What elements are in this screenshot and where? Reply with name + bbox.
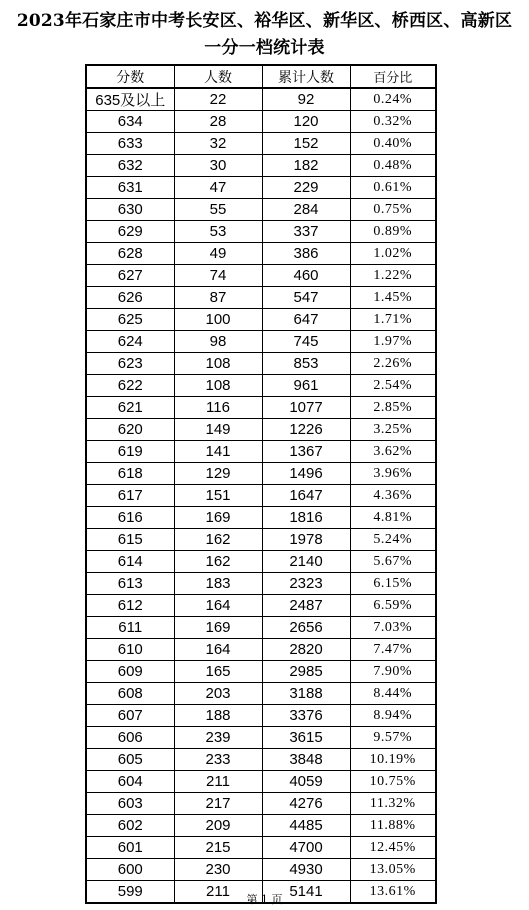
score-cell: 628 — [86, 243, 174, 265]
score-cell: 623 — [86, 353, 174, 375]
count-cell: 22 — [174, 88, 262, 111]
percentage-cell: 0.40% — [350, 133, 436, 155]
cumulative-cell: 2820 — [262, 639, 350, 661]
table-row — [86, 771, 436, 793]
score-cell: 612 — [86, 595, 174, 617]
percentage-cell: 3.25% — [350, 419, 436, 441]
table-row — [86, 463, 436, 485]
count-cell: 129 — [174, 463, 262, 485]
table-row — [86, 705, 436, 727]
header-percentage: 百分比 — [350, 65, 436, 88]
cumulative-cell: 4485 — [262, 815, 350, 837]
percentage-cell: 11.32% — [350, 793, 436, 815]
cumulative-cell: 2487 — [262, 595, 350, 617]
percentage-cell: 0.89% — [350, 221, 436, 243]
cumulative-cell: 1077 — [262, 397, 350, 419]
score-cell: 611 — [86, 617, 174, 639]
count-cell: 98 — [174, 331, 262, 353]
cumulative-cell: 229 — [262, 177, 350, 199]
cumulative-cell: 3376 — [262, 705, 350, 727]
count-cell: 169 — [174, 507, 262, 529]
table-row — [86, 793, 436, 815]
cumulative-cell: 182 — [262, 155, 350, 177]
cumulative-cell: 2323 — [262, 573, 350, 595]
score-distribution-table — [85, 64, 437, 904]
count-cell: 165 — [174, 661, 262, 683]
table-row — [86, 111, 436, 133]
table-row — [86, 837, 436, 859]
cumulative-cell: 3188 — [262, 683, 350, 705]
percentage-cell: 2.54% — [350, 375, 436, 397]
percentage-cell: 2.26% — [350, 353, 436, 375]
cumulative-cell: 1496 — [262, 463, 350, 485]
score-cell: 604 — [86, 771, 174, 793]
header-score: 分数 — [86, 65, 174, 88]
score-cell: 619 — [86, 441, 174, 463]
percentage-cell: 8.44% — [350, 683, 436, 705]
cumulative-cell: 1367 — [262, 441, 350, 463]
percentage-cell: 7.03% — [350, 617, 436, 639]
table-row — [86, 397, 436, 419]
cumulative-cell: 2985 — [262, 661, 350, 683]
score-cell: 625 — [86, 309, 174, 331]
table-body — [86, 88, 436, 903]
score-cell: 626 — [86, 287, 174, 309]
table-row — [86, 573, 436, 595]
cumulative-cell: 647 — [262, 309, 350, 331]
table-row — [86, 177, 436, 199]
percentage-cell: 13.61% — [350, 881, 436, 904]
table-row — [86, 419, 436, 441]
score-cell: 633 — [86, 133, 174, 155]
header-cumulative: 累计人数 — [262, 65, 350, 88]
count-cell: 164 — [174, 595, 262, 617]
document-title-line-1: 2023年石家庄市中考长安区、裕华区、新华区、桥西区、高新区 — [16, 11, 513, 31]
count-cell: 209 — [174, 815, 262, 837]
percentage-cell: 6.59% — [350, 595, 436, 617]
score-cell: 634 — [86, 111, 174, 133]
score-cell: 609 — [86, 661, 174, 683]
cumulative-cell: 3848 — [262, 749, 350, 771]
percentage-cell: 0.61% — [350, 177, 436, 199]
table-row — [86, 221, 436, 243]
score-cell: 605 — [86, 749, 174, 771]
percentage-cell: 2.85% — [350, 397, 436, 419]
score-cell: 631 — [86, 177, 174, 199]
cumulative-cell: 4276 — [262, 793, 350, 815]
score-cell: 627 — [86, 265, 174, 287]
cumulative-cell: 120 — [262, 111, 350, 133]
count-cell: 32 — [174, 133, 262, 155]
cumulative-cell: 460 — [262, 265, 350, 287]
percentage-cell: 1.22% — [350, 265, 436, 287]
cumulative-cell: 284 — [262, 199, 350, 221]
table-row — [86, 683, 436, 705]
score-cell: 618 — [86, 463, 174, 485]
table-row — [86, 859, 436, 881]
table-row — [86, 529, 436, 551]
percentage-cell: 1.97% — [350, 331, 436, 353]
cumulative-cell: 4700 — [262, 837, 350, 859]
percentage-cell: 12.45% — [350, 837, 436, 859]
cumulative-cell: 547 — [262, 287, 350, 309]
cumulative-cell: 1226 — [262, 419, 350, 441]
score-cell: 606 — [86, 727, 174, 749]
percentage-cell: 0.32% — [350, 111, 436, 133]
table-header — [86, 65, 436, 88]
table-row — [86, 661, 436, 683]
count-cell: 47 — [174, 177, 262, 199]
percentage-cell: 5.24% — [350, 529, 436, 551]
cumulative-cell: 1647 — [262, 485, 350, 507]
score-cell: 621 — [86, 397, 174, 419]
cumulative-cell: 1978 — [262, 529, 350, 551]
score-cell: 610 — [86, 639, 174, 661]
table-row — [86, 265, 436, 287]
table-row — [86, 485, 436, 507]
count-cell: 30 — [174, 155, 262, 177]
count-cell: 100 — [174, 309, 262, 331]
score-cell: 615 — [86, 529, 174, 551]
table-row — [86, 199, 436, 221]
score-cell: 607 — [86, 705, 174, 727]
percentage-cell: 0.75% — [350, 199, 436, 221]
percentage-cell: 11.88% — [350, 815, 436, 837]
percentage-cell: 3.62% — [350, 441, 436, 463]
count-cell: 116 — [174, 397, 262, 419]
cumulative-cell: 5141 — [262, 881, 350, 904]
cumulative-cell: 3615 — [262, 727, 350, 749]
count-cell: 164 — [174, 639, 262, 661]
cumulative-cell: 2140 — [262, 551, 350, 573]
page-number: 第 1 页 — [246, 893, 283, 906]
count-cell: 87 — [174, 287, 262, 309]
cumulative-cell: 853 — [262, 353, 350, 375]
percentage-cell: 6.15% — [350, 573, 436, 595]
percentage-cell: 10.75% — [350, 771, 436, 793]
percentage-cell: 3.96% — [350, 463, 436, 485]
score-cell: 629 — [86, 221, 174, 243]
percentage-cell: 4.81% — [350, 507, 436, 529]
percentage-cell: 1.02% — [350, 243, 436, 265]
count-cell: 217 — [174, 793, 262, 815]
percentage-cell: 13.05% — [350, 859, 436, 881]
count-cell: 162 — [174, 551, 262, 573]
score-cell: 622 — [86, 375, 174, 397]
percentage-cell: 4.36% — [350, 485, 436, 507]
table-row — [86, 595, 436, 617]
cumulative-cell: 2656 — [262, 617, 350, 639]
count-cell: 215 — [174, 837, 262, 859]
cumulative-cell: 152 — [262, 133, 350, 155]
table-row — [86, 133, 436, 155]
count-cell: 74 — [174, 265, 262, 287]
score-cell: 602 — [86, 815, 174, 837]
score-cell: 614 — [86, 551, 174, 573]
count-cell: 149 — [174, 419, 262, 441]
count-cell: 151 — [174, 485, 262, 507]
percentage-cell: 7.47% — [350, 639, 436, 661]
score-cell: 601 — [86, 837, 174, 859]
count-cell: 230 — [174, 859, 262, 881]
table-row — [86, 287, 436, 309]
score-cell: 630 — [86, 199, 174, 221]
count-cell: 211 — [174, 771, 262, 793]
cumulative-cell: 4930 — [262, 859, 350, 881]
table-row — [86, 88, 436, 111]
table-row — [86, 353, 436, 375]
table-row — [86, 441, 436, 463]
count-cell: 183 — [174, 573, 262, 595]
score-cell: 616 — [86, 507, 174, 529]
count-cell: 211 — [174, 881, 262, 904]
score-cell: 632 — [86, 155, 174, 177]
percentage-cell: 5.67% — [350, 551, 436, 573]
cumulative-cell: 92 — [262, 88, 350, 111]
table-row — [86, 375, 436, 397]
count-cell: 108 — [174, 375, 262, 397]
score-cell: 617 — [86, 485, 174, 507]
table-row — [86, 727, 436, 749]
count-cell: 49 — [174, 243, 262, 265]
percentage-cell: 9.57% — [350, 727, 436, 749]
table-row — [86, 309, 436, 331]
table-row — [86, 155, 436, 177]
count-cell: 188 — [174, 705, 262, 727]
count-cell: 141 — [174, 441, 262, 463]
header-row — [86, 65, 436, 88]
percentage-cell: 10.19% — [350, 749, 436, 771]
table-row — [86, 639, 436, 661]
percentage-cell: 1.71% — [350, 309, 436, 331]
percentage-cell: 1.45% — [350, 287, 436, 309]
count-cell: 55 — [174, 199, 262, 221]
document-title-line-2: 一分一档统计表 — [204, 38, 325, 58]
percentage-cell: 0.48% — [350, 155, 436, 177]
count-cell: 53 — [174, 221, 262, 243]
count-cell: 239 — [174, 727, 262, 749]
count-cell: 162 — [174, 529, 262, 551]
table-row — [86, 331, 436, 353]
percentage-cell: 0.24% — [350, 88, 436, 111]
count-cell: 233 — [174, 749, 262, 771]
table-row — [86, 749, 436, 771]
score-cell: 620 — [86, 419, 174, 441]
table-row — [86, 243, 436, 265]
cumulative-cell: 1816 — [262, 507, 350, 529]
percentage-cell: 8.94% — [350, 705, 436, 727]
table-row — [86, 507, 436, 529]
cumulative-cell: 4059 — [262, 771, 350, 793]
score-cell: 599 — [86, 881, 174, 904]
count-cell: 28 — [174, 111, 262, 133]
count-cell: 169 — [174, 617, 262, 639]
cumulative-cell: 961 — [262, 375, 350, 397]
score-cell: 608 — [86, 683, 174, 705]
cumulative-cell: 745 — [262, 331, 350, 353]
score-cell: 613 — [86, 573, 174, 595]
score-cell: 635及以上 — [86, 88, 174, 111]
cumulative-cell: 337 — [262, 221, 350, 243]
table-row — [86, 617, 436, 639]
table-row — [86, 815, 436, 837]
table-row — [86, 551, 436, 573]
score-cell: 624 — [86, 331, 174, 353]
header-count: 人数 — [174, 65, 262, 88]
score-cell: 600 — [86, 859, 174, 881]
count-cell: 108 — [174, 353, 262, 375]
percentage-cell: 7.90% — [350, 661, 436, 683]
score-cell: 603 — [86, 793, 174, 815]
cumulative-cell: 386 — [262, 243, 350, 265]
count-cell: 203 — [174, 683, 262, 705]
